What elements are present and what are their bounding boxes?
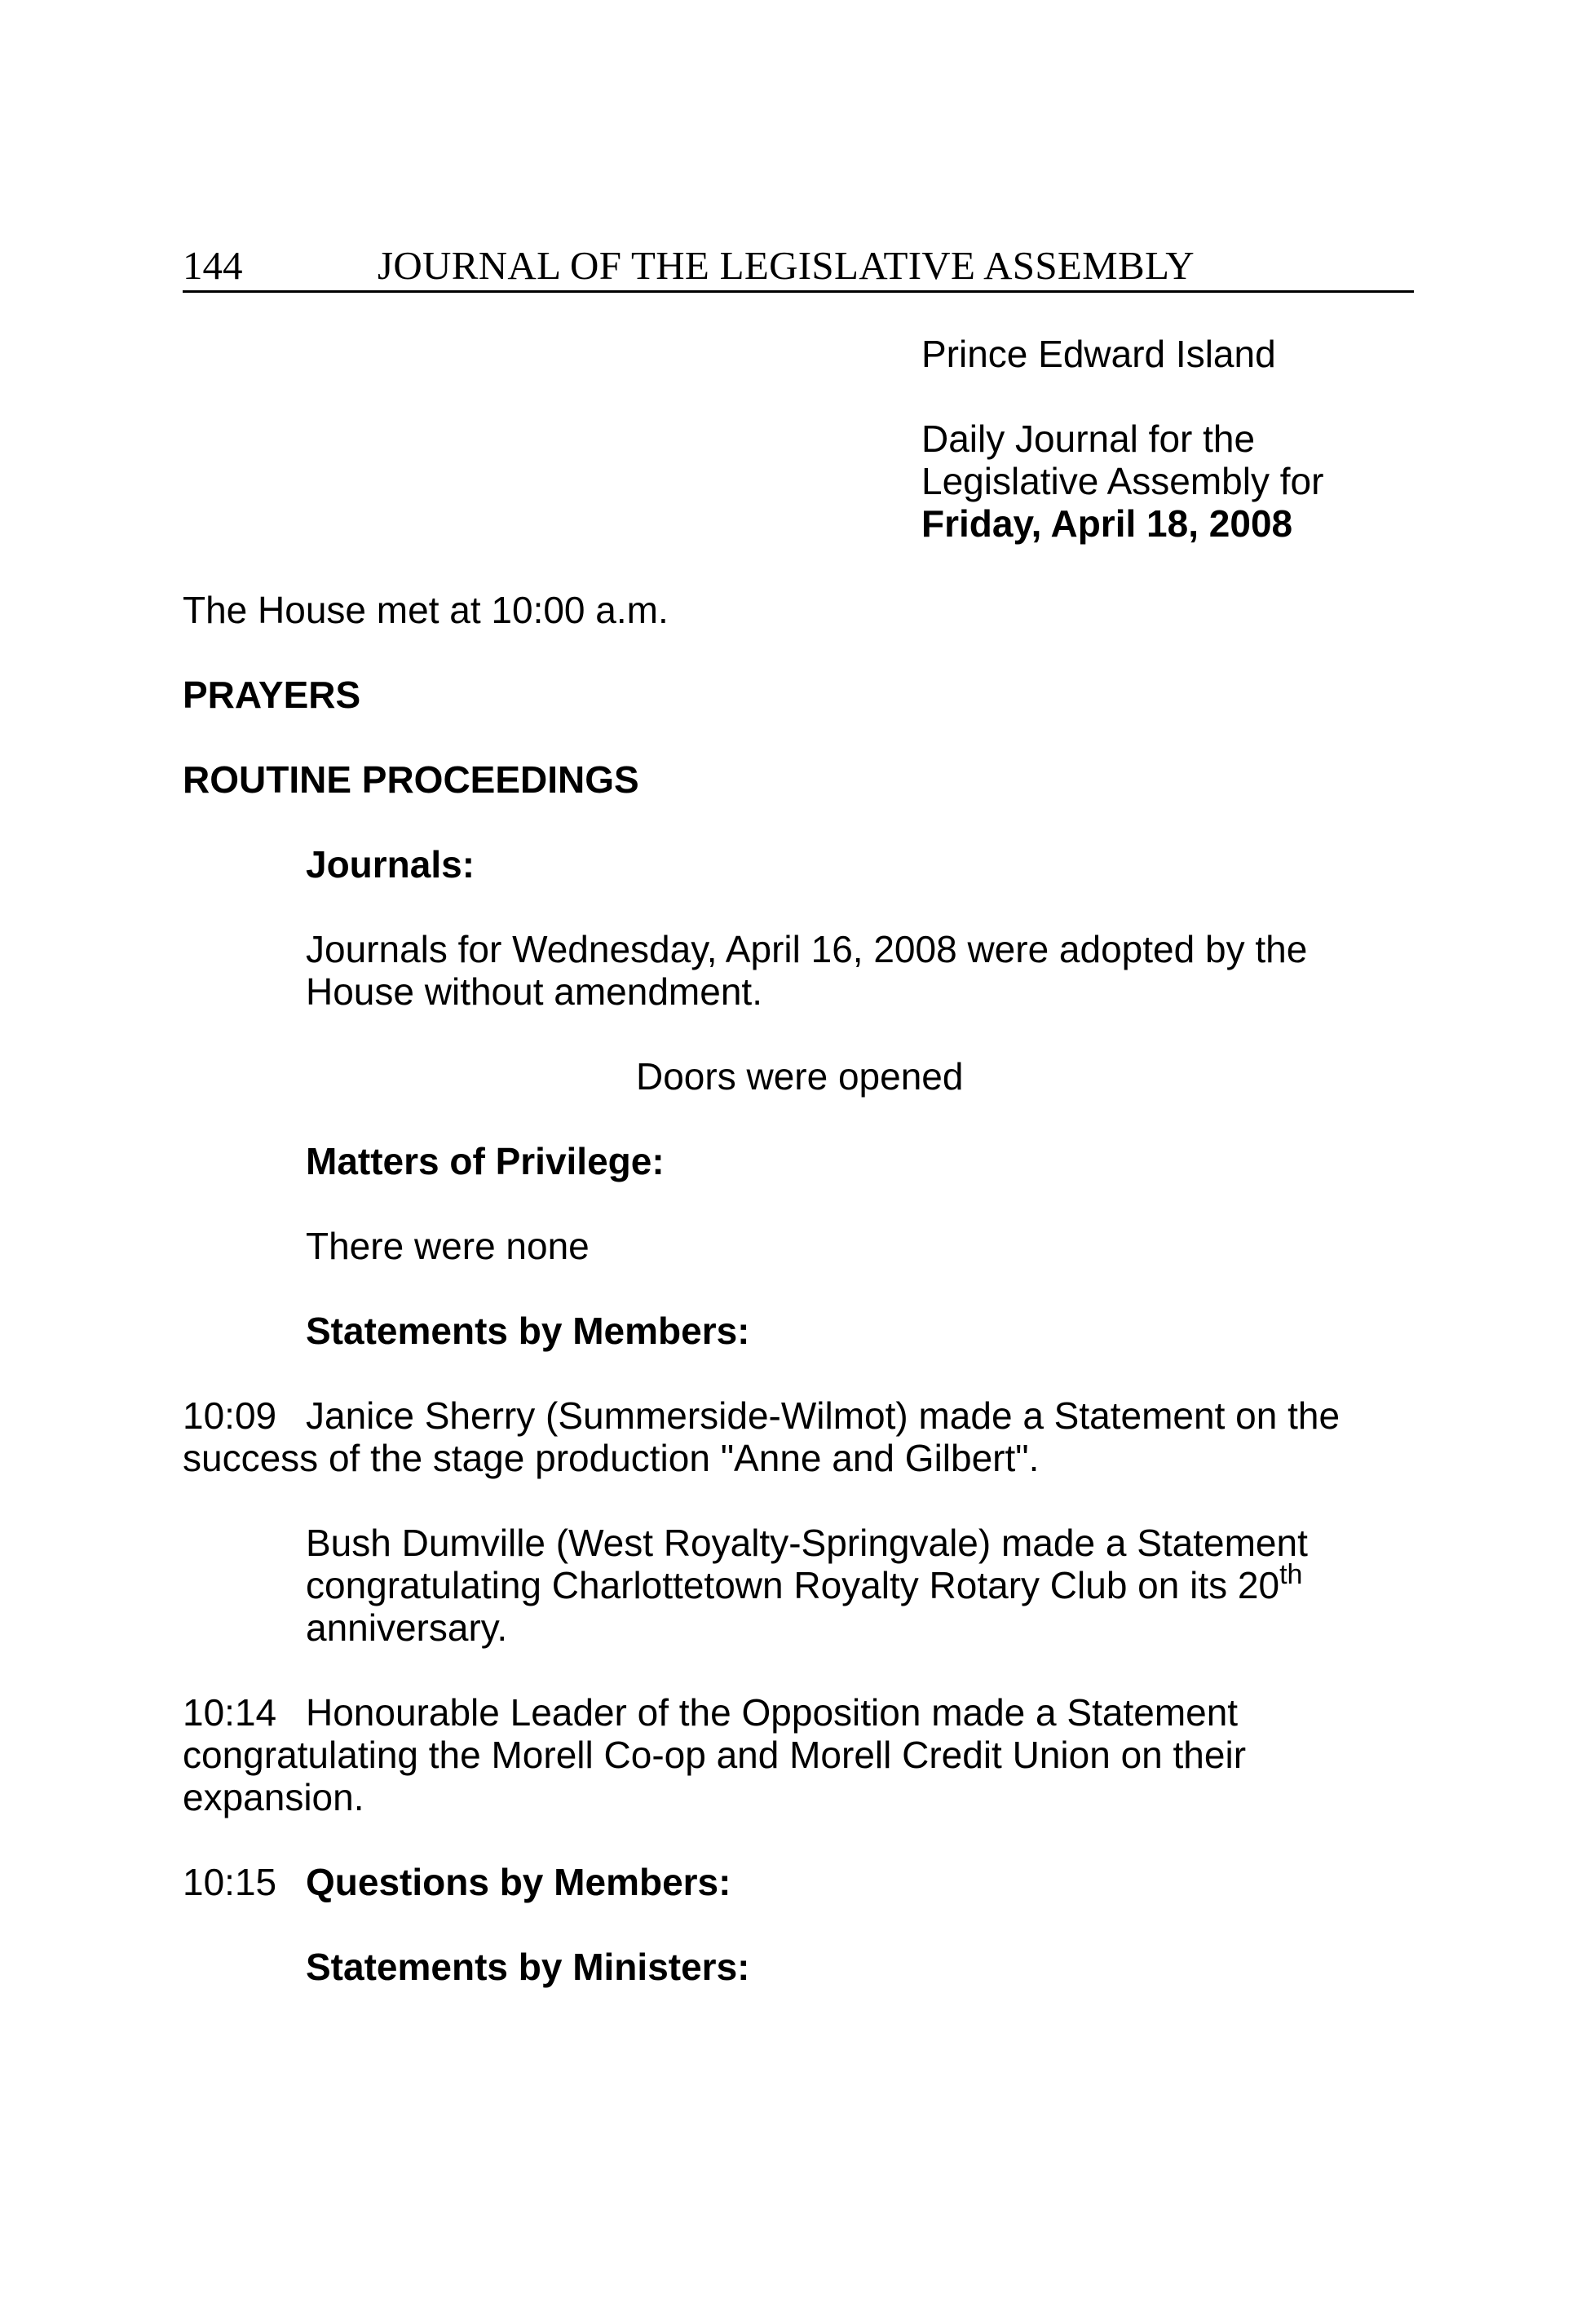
statements-members-heading: Statements by Members: bbox=[306, 1310, 750, 1352]
statement-entry-2-text-2: congratulating Charlottetown Royalty Rotary Club on its 20 bbox=[306, 1564, 1280, 1606]
statement-entry-1-time: 10:09 bbox=[183, 1394, 277, 1437]
statement-entry-3-time: 10:14 bbox=[183, 1691, 277, 1734]
journal-line-1: Daily Journal for the bbox=[921, 418, 1256, 460]
questions-line bbox=[183, 1861, 731, 1903]
statement-entry-1-line-2: success of the stage production "Anne and Gilbert". bbox=[183, 1437, 1040, 1479]
statement-entry-3-line-1 bbox=[183, 1691, 1238, 1734]
statement-entry-3-text-1: Honourable Leader of the Opposition made a Statement bbox=[306, 1691, 1239, 1734]
header-rule bbox=[183, 290, 1414, 293]
statement-entry-2-line-2 bbox=[306, 1559, 1303, 1606]
statement-entry-3-line-3: expansion. bbox=[183, 1776, 364, 1818]
statement-entry-1-text-1: Janice Sherry (Summerside-Wilmot) made a Statement on the bbox=[306, 1394, 1340, 1437]
journal-line-2: Legislative Assembly for bbox=[921, 460, 1324, 502]
journals-text-line-1: Journals for Wednesday, April 16, 2008 were adopted by the bbox=[306, 928, 1308, 970]
page-number: 144 bbox=[183, 243, 243, 288]
statement-entry-1-line-1 bbox=[183, 1394, 1340, 1437]
questions-heading: Questions by Members: bbox=[306, 1861, 731, 1903]
statement-entry-2-line-1: Bush Dumville (West Royalty-Springvale) made a Statement bbox=[306, 1522, 1308, 1564]
opening-line: The House met at 10:00 a.m. bbox=[183, 589, 669, 631]
privilege-heading: Matters of Privilege: bbox=[306, 1140, 665, 1182]
statement-entry-2-line-3: anniversary. bbox=[306, 1606, 508, 1649]
journals-heading: Journals: bbox=[306, 843, 475, 886]
statement-entry-3-line-2: congratulating the Morell Co-op and Morell Credit Union on their bbox=[183, 1734, 1247, 1776]
sitting-date: Friday, April 18, 2008 bbox=[921, 502, 1293, 545]
province-name: Prince Edward Island bbox=[921, 333, 1276, 375]
questions-time: 10:15 bbox=[183, 1861, 277, 1903]
journal-title: JOURNAL OF THE LEGISLATIVE ASSEMBLY bbox=[378, 243, 1195, 288]
doors-opened-note: Doors were opened bbox=[636, 1055, 964, 1098]
routine-proceedings-heading: ROUTINE PROCEEDINGS bbox=[183, 758, 639, 801]
ordinal-suffix: th bbox=[1279, 1559, 1303, 1590]
prayers-heading: PRAYERS bbox=[183, 674, 361, 716]
privilege-text: There were none bbox=[306, 1225, 590, 1267]
journals-text-line-2: House without amendment. bbox=[306, 970, 762, 1013]
statements-ministers-heading: Statements by Ministers: bbox=[306, 1946, 750, 1988]
